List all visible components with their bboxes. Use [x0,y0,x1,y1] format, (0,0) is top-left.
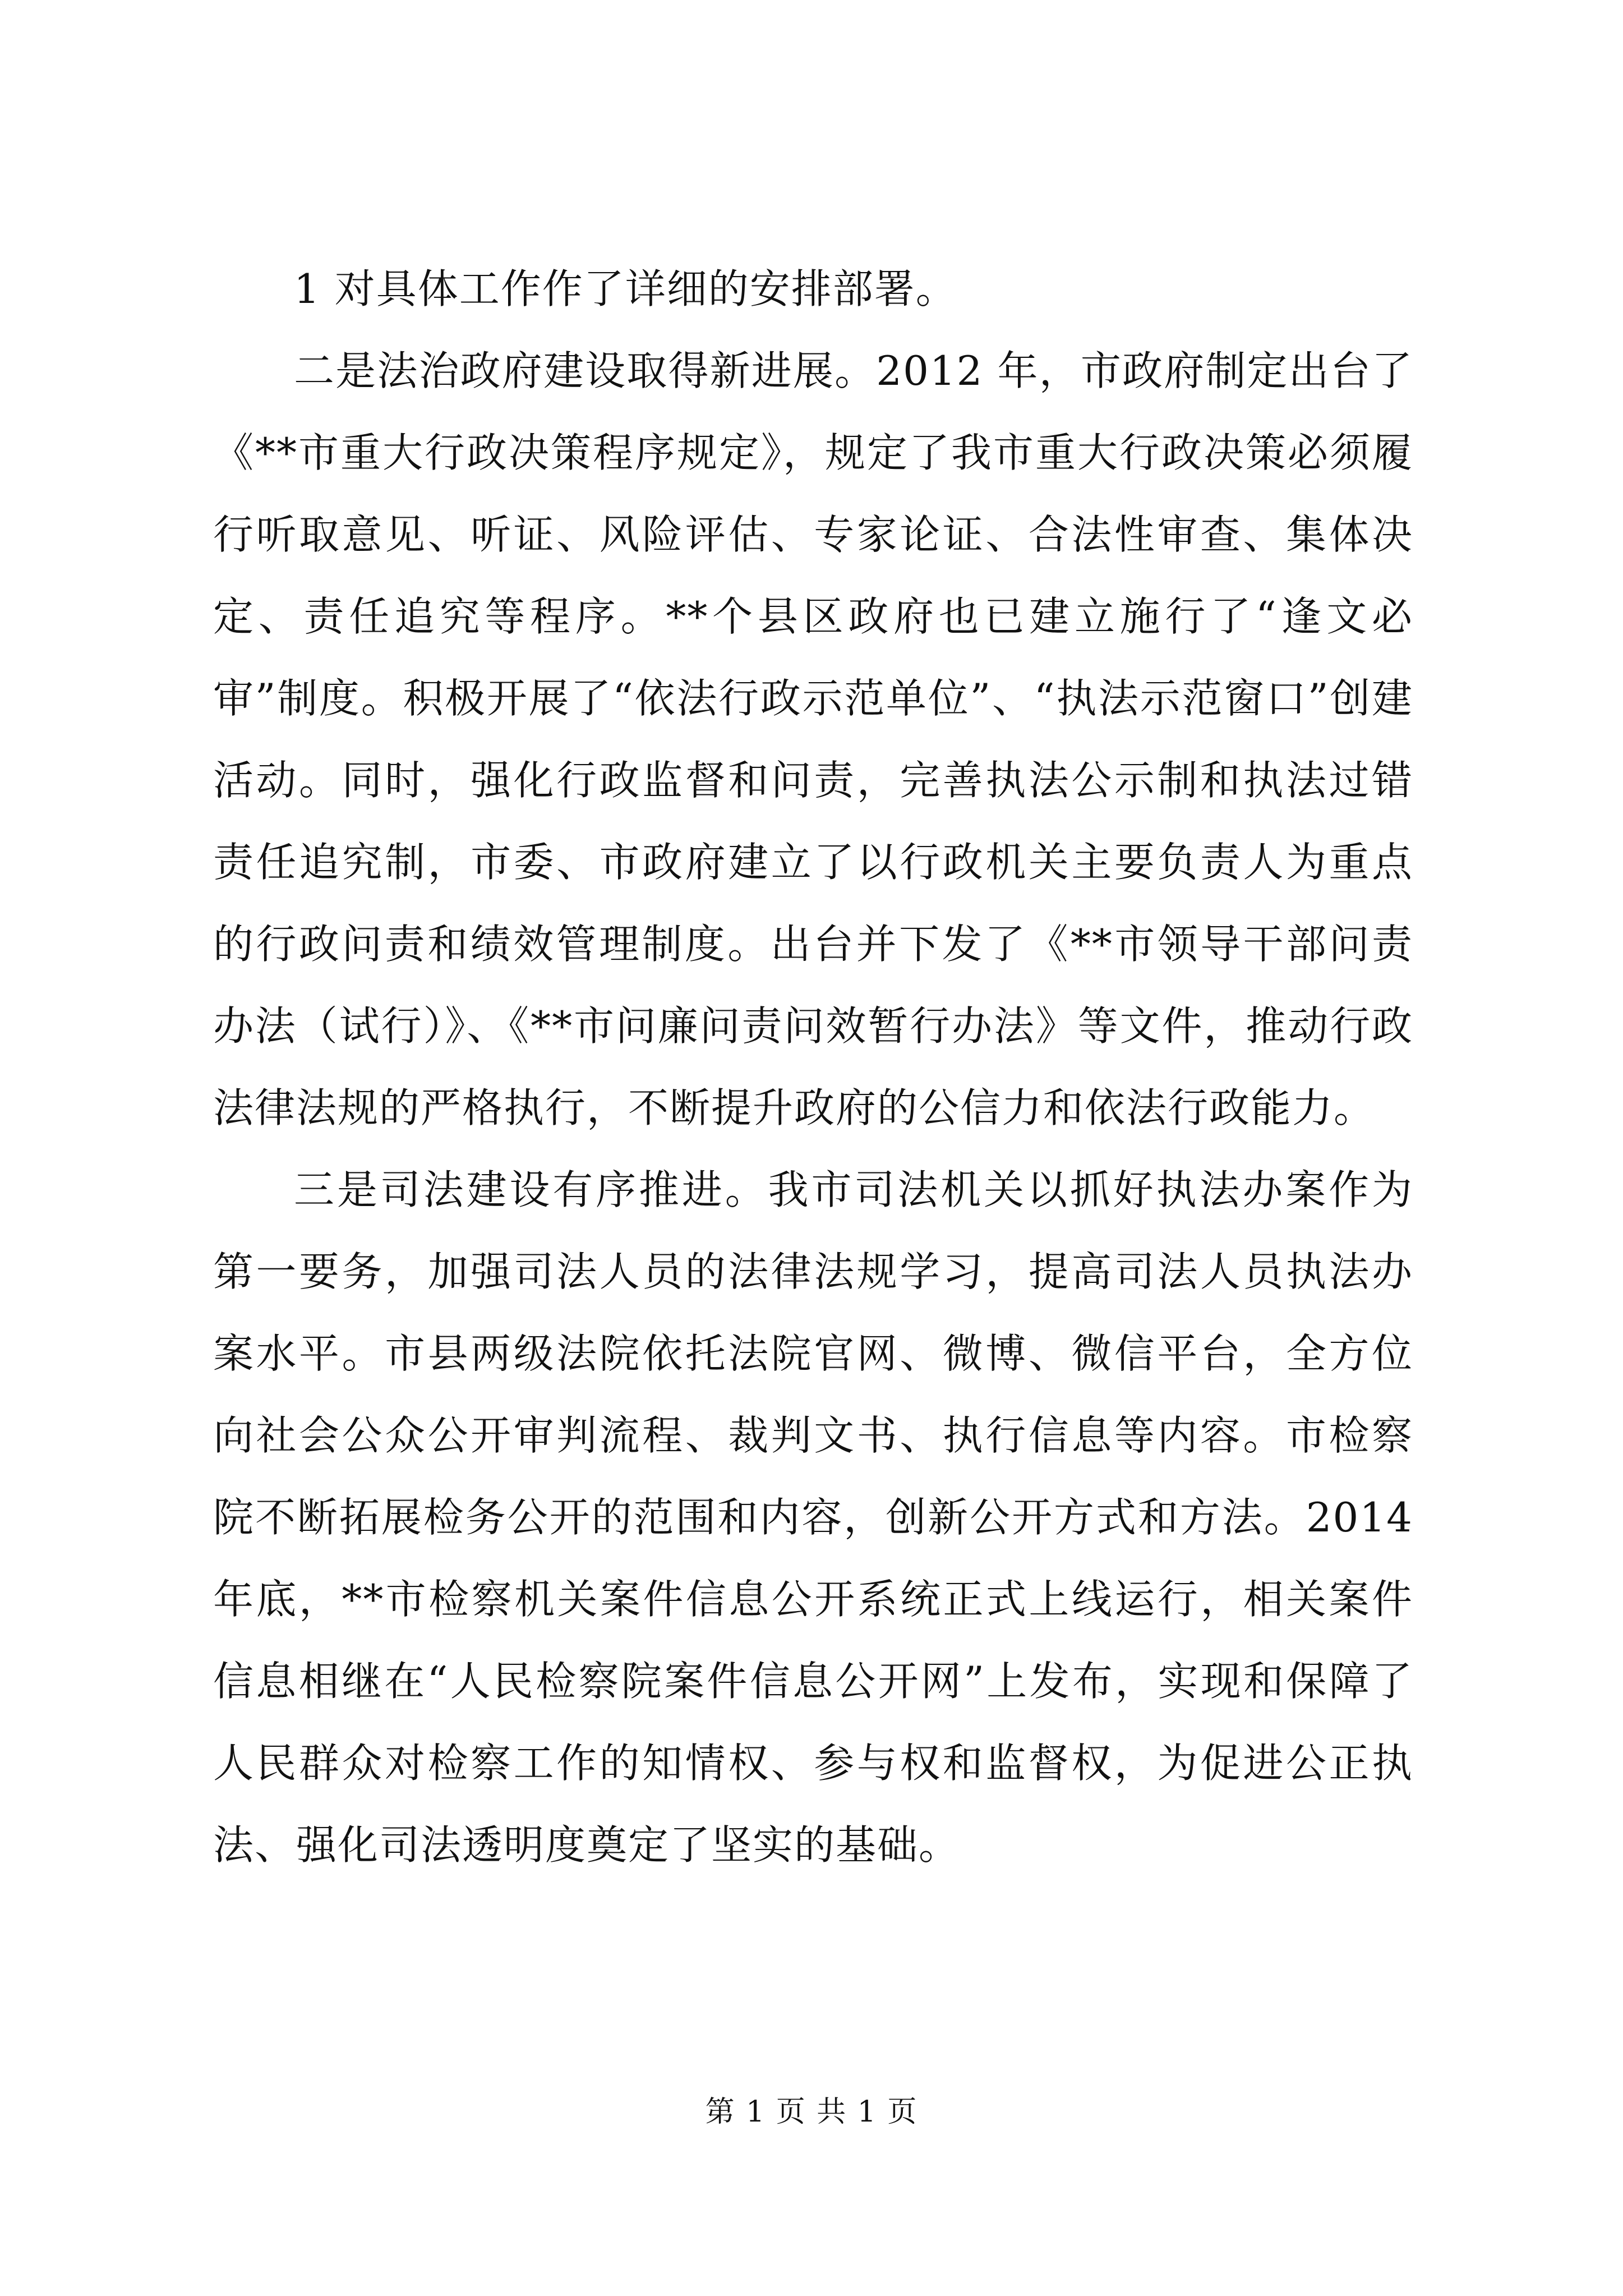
paragraph-2: 二是法治政府建设取得新进展。2012 年，市政府制定出台了《**市重大行政决策程序规定》，规定了我市重大行政决策必须履行听取意见、听证、风险评估、专家论证、合法性审查、集体决定、责任追究等程序。**个县区政府也已建立施行了“逢文必审”制度。积极开展了“依法行政示范单位”、“执法示范窗口”创建活动。同时，强化行政监督和问责，完善执法公示制和执法过错责任追究制，市委、市政府建立了以行政机关主要负责人为重点的行政问责和绩效管理制度。出台并下发了《**市领导干部问责办法（试行）》、《**市问廉问责问效暂行办法》等文件，推动行政法律法规的严格执行，不断提升政府的公信力和依法行政能力。 [213,347,1413,1131]
document-body [213,248,1413,1886]
paragraph-3: 三是司法建设有序推进。我市司法机关以抓好执法办案作为第一要务，加强司法人员的法律法规学习，提高司法人员执法办案水平。市县两级法院依托法院官网、微博、微信平台，全方位向社会公众公开审判流程、裁判文书、执行信息等内容。市检察院不断拓展检务公开的范围和内容，创新公开方式和方法。2014年底，**市检察机关案件信息公开系统正式上线运行，相关案件信息相继在“人民检察院案件信息公开网”上发布，实现和保障了人民群众对检察工作的知情权、参与权和监督权，为促进公正执法、强化司法透明度奠定了坚实的基础。 [213,1166,1413,1869]
paragraph-1: 1 对具体工作作了详细的安排部署。 [294,265,957,312]
page-footer [0,2092,1623,2132]
page-number-label: 第 1 页 共 1 页 [705,2095,918,2129]
